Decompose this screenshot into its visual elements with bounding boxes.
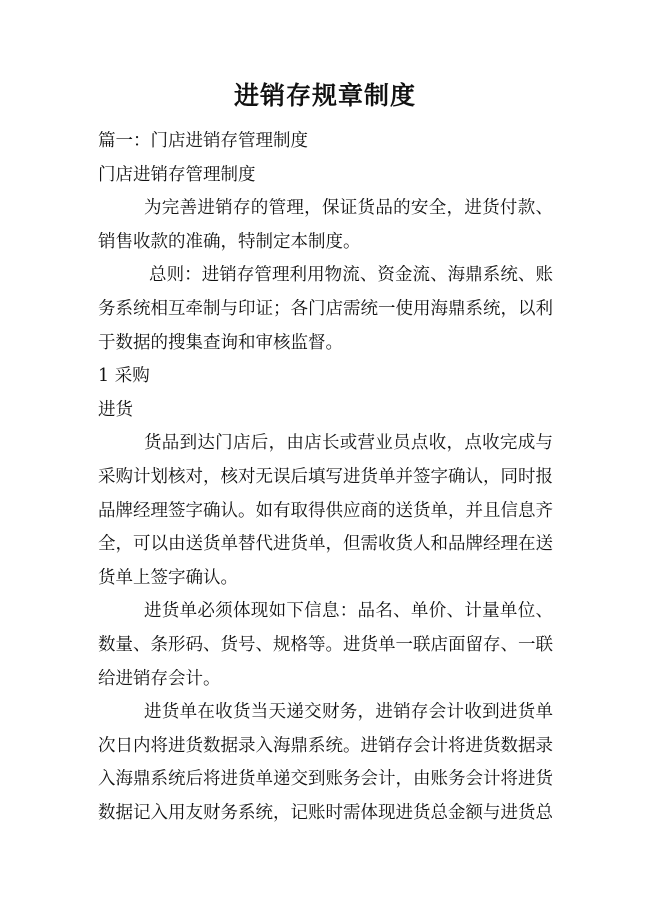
numbered-heading: 1 采购 — [98, 366, 150, 387]
document-body — [98, 125, 553, 830]
item-heading: 进货 — [98, 399, 133, 420]
section-heading: 篇一：门店进销存管理制度 — [98, 131, 308, 151]
body-paragraph: 货品到达门店后，由店长或营业员点收，点收完成与采购计划核对，核对无误后填写进货单并签字确认，同时报品牌经理签字确认。如有取得供应商的送货单，并且信息齐全，可以由送货单替代进货单，但需收货人和品牌经理在送货单上签字确认。 — [98, 433, 553, 588]
intro-paragraph: 为完善进销存的管理，保证货品的安全，进货付款、销售收款的准确，特制定本制度。 — [98, 198, 553, 252]
subsection-heading: 门店进销存管理制度 — [98, 164, 256, 185]
body-paragraph: 进货单必须体现如下信息：品名、单价、计量单位、数量、条形码、货号、规格等。进货单一联店面留存、一联给进销存会计。 — [98, 601, 553, 689]
body-paragraph: 进货单在收货当天递交财务，进销存会计收到进货单次日内将进货数据录入海鼎系统。进销存会计将进货数据录入海鼎系统后将进货单递交到账务会计，由账务会计将进货数据记入用友财务系统，记账时需体现进货总金额与进货总 — [98, 702, 553, 823]
document-title: 进销存规章制度 — [233, 81, 416, 110]
general-rules-paragraph: 总则：进销存管理利用物流、资金流、海鼎系统、账务系统相互牵制与印证；各门店需统一使用海鼎系统，以利于数据的搜集查询和审核监督。 — [98, 265, 553, 353]
